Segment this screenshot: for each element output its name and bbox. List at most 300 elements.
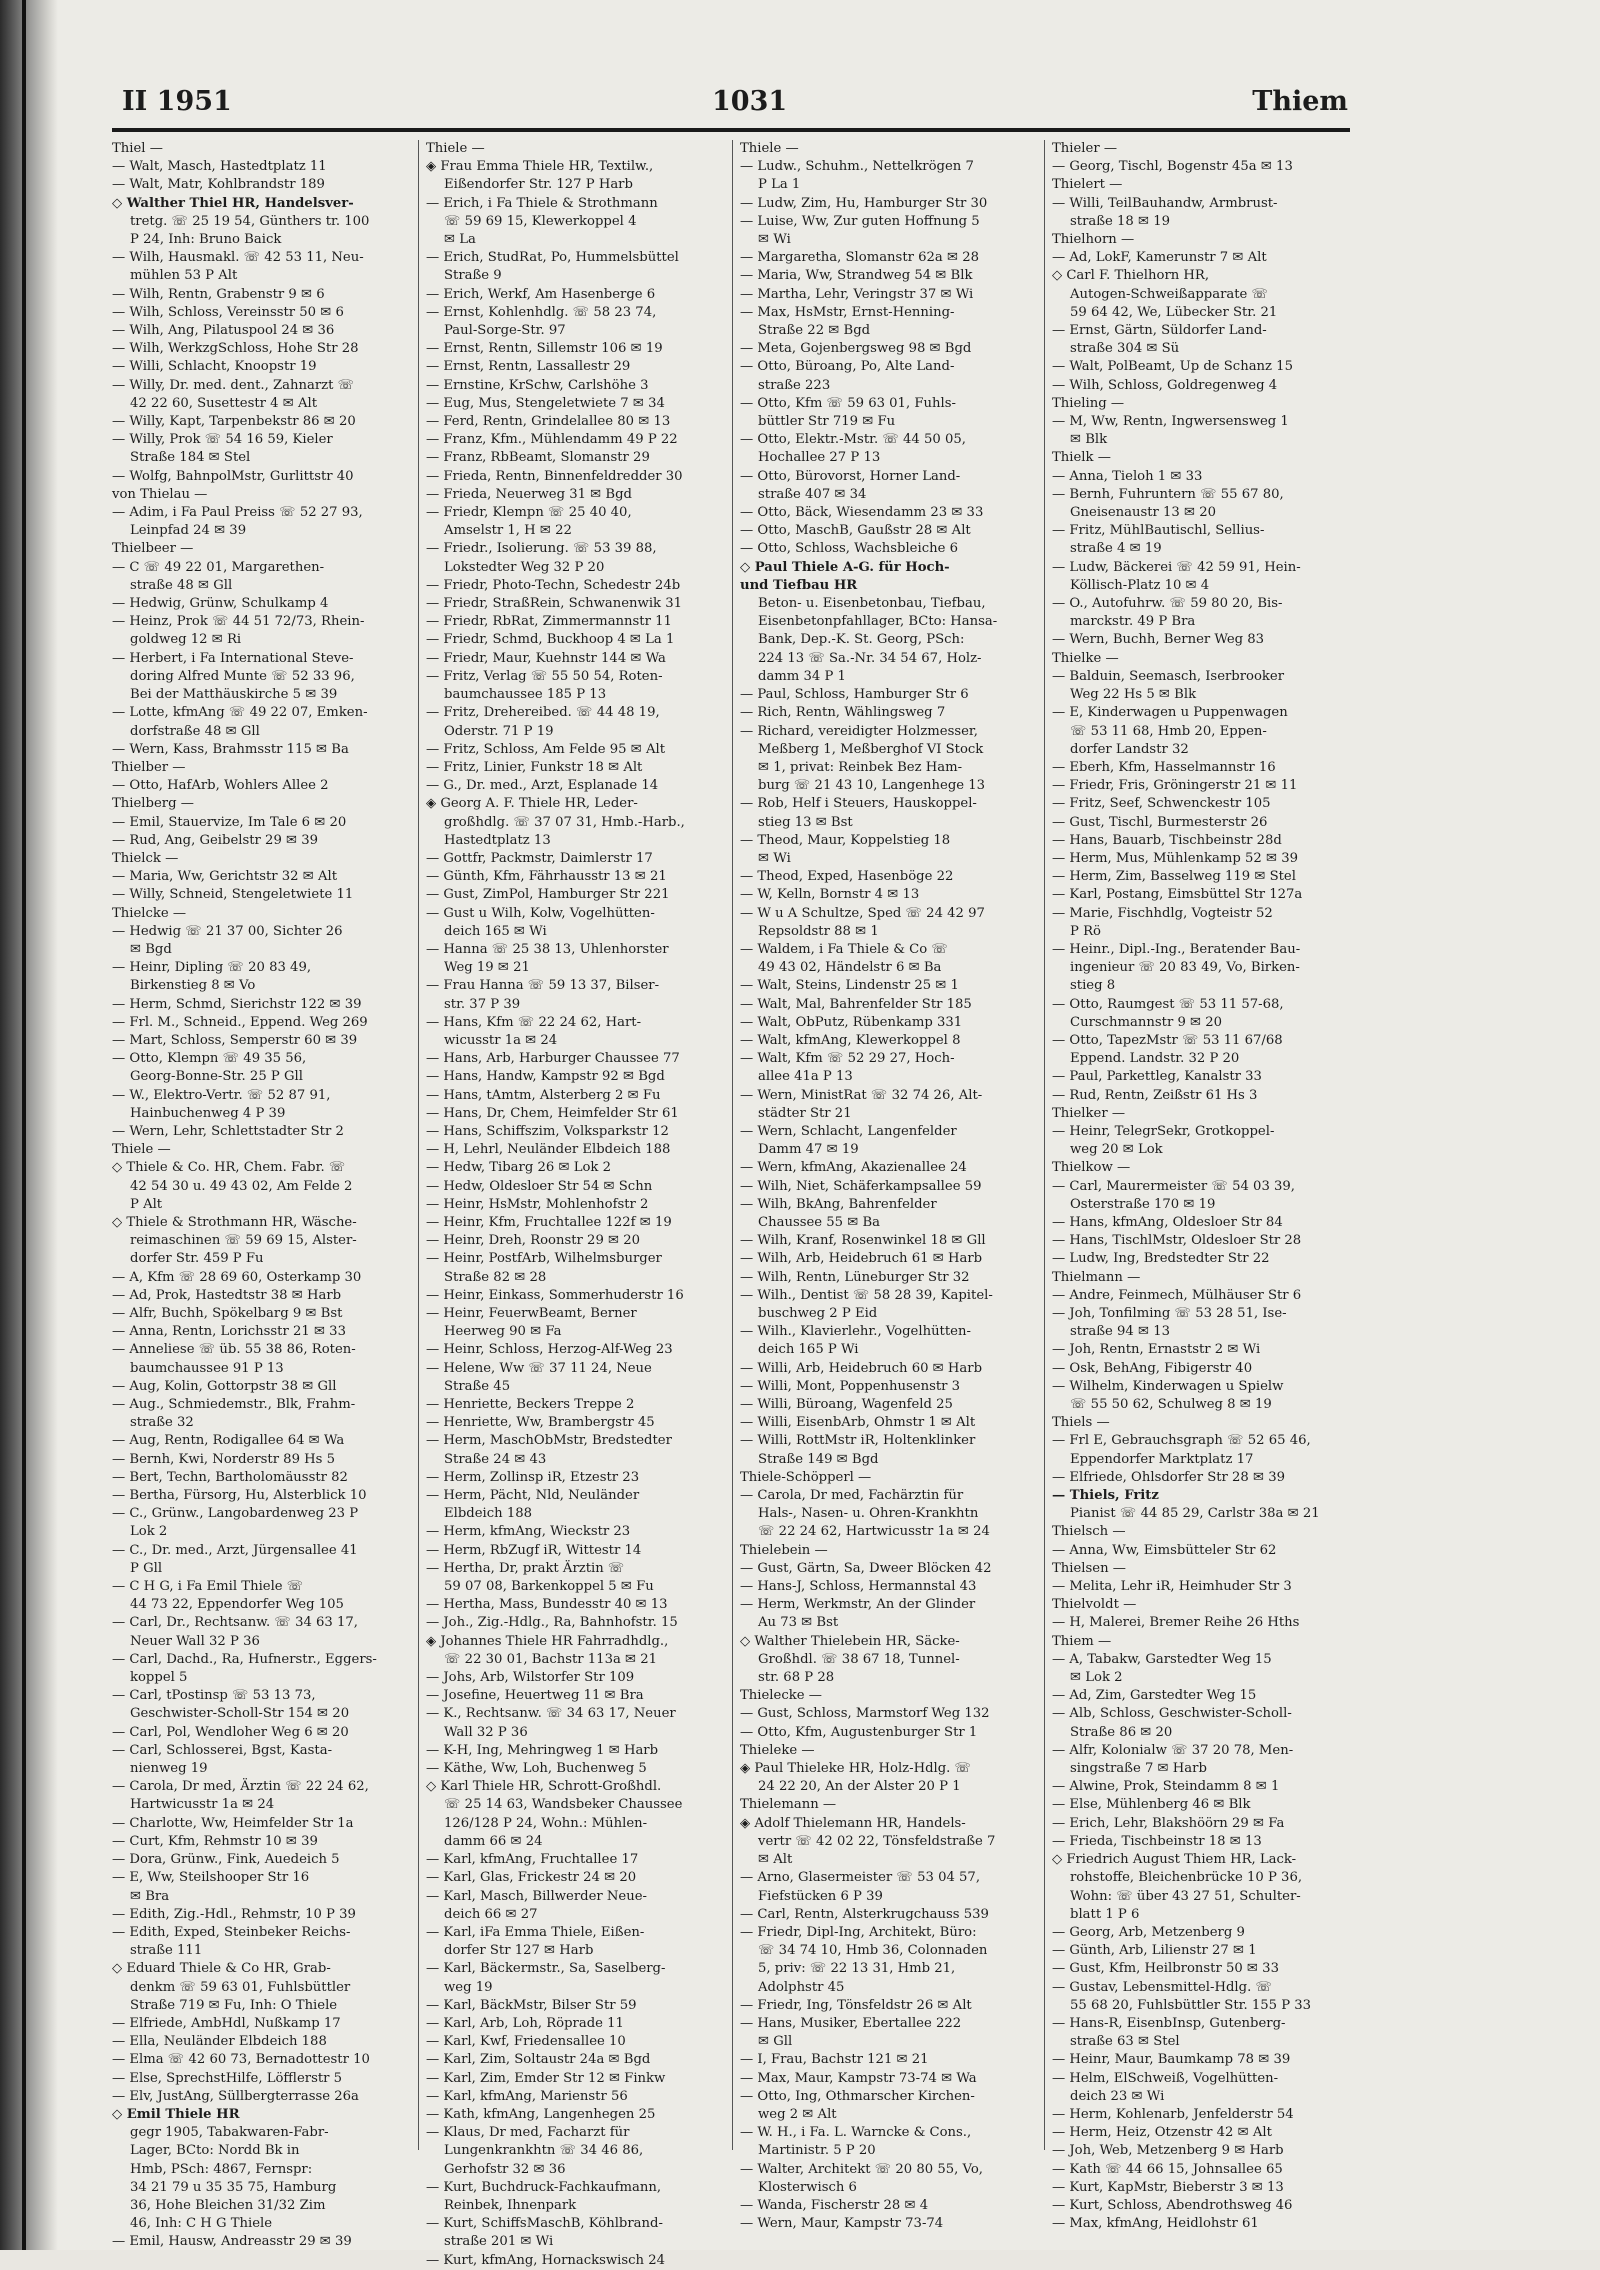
directory-entry: — Emil, Stauervize, Im Tale 6 ✉ 20 [112,814,347,830]
directory-entry: — Gust, Tischl, Burmesterstr 26 [1052,814,1268,830]
directory-entry: ◇ Carl F. Thielhorn HR, [1052,268,1210,284]
directory-entry: — E, Ww, Steilshooper Str 16 [112,1870,310,1886]
directory-entry: gegr 1905, Tabakwaren-Fabr- [130,2125,329,2141]
directory-entry: — Karl, Postang, Eimsbüttel Str 127a [1052,887,1303,903]
directory-entry: — Mart, Schloss, Semperstr 60 ✉ 39 [112,1032,358,1048]
directory-entry: — Ludw., Schuhm., Nettelkrögen 7 [740,159,974,175]
directory-entry: — Günth, Kfm, Fährhausstr 13 ✉ 21 [426,869,667,885]
directory-entry: — Thiels, Fritz [1052,1488,1159,1504]
directory-entry: — Walter, Architekt ☏ 20 80 55, Vo, [740,2161,983,2177]
directory-entry: Birkenstieg 8 ✉ Vo [130,978,256,994]
directory-entry: — Friedr, RbRat, Zimmermannstr 11 [426,614,672,630]
surname-heading: Thieleke — [740,1742,815,1758]
directory-entry: wicusstr 1a ✉ 24 [444,1032,558,1048]
directory-entry: ☏ 34 74 10, Hmb 36, Colonnaden [758,1943,988,1959]
directory-entry: — Wilh, Hausmakl. ☏ 42 53 11, Neu- [112,250,364,266]
directory-entry: — Friedr, StraßRein, Schwanenwik 31 [426,596,682,612]
directory-entry: — Josefine, Heuertweg 11 ✉ Bra [426,1688,644,1704]
surname-heading: Thielsch — [1052,1524,1126,1540]
directory-entry: Hainbuchenweg 4 P 39 [130,1105,286,1121]
directory-entry: weg 2 ✉ Alt [758,2106,837,2122]
directory-entry: — Wern, Buchh, Berner Weg 83 [1052,632,1265,648]
directory-entry: Meßberg 1, Meßberghof VI Stock [758,741,984,757]
header-section-year: II 1951 [122,86,232,117]
directory-entry: — Herm, Schmd, Sierichstr 122 ✉ 39 [112,996,362,1012]
directory-entry: — Wolfg, BahnpolMstr, Gurlittstr 40 [112,468,354,484]
directory-entry: 55 68 20, Fuhlsbüttler Str. 155 P 33 [1070,1997,1312,2013]
directory-entry: ◇ Eduard Thiele & Co HR, Grab- [112,1961,331,1977]
directory-entry: ☏ 22 30 01, Bachstr 113a ✉ 21 [444,1651,658,1667]
directory-entry: — Ad, LokF, Kamerunstr 7 ✉ Alt [1052,250,1267,266]
directory-entry: — Fritz, Linier, Funkstr 18 ✉ Alt [426,759,643,775]
surname-heading: Thiele — [426,141,485,156]
directory-entry: — Henriette, Ww, Brambergstr 45 [426,1415,655,1431]
directory-entry: — Heinr, FeuerwBeamt, Berner [426,1306,637,1321]
directory-entry: ◈ Johannes Thiele HR Fahrradhdlg., [426,1633,669,1649]
directory-entry: — Fritz, Schloss, Am Felde 95 ✉ Alt [426,741,666,757]
directory-entry: — Emil, Hausw, Andreasstr 29 ✉ 39 [112,2234,352,2250]
directory-entry: — Herm, kfmAng, Wieckstr 23 [426,1524,631,1540]
directory-entry: — Karl, Arb, Loh, Röprade 11 [426,2015,624,2031]
directory-entry: — Heinr, Dipling ☏ 20 83 49, [112,960,312,976]
directory-entry: Elbdeich 188 [444,1506,532,1522]
directory-entry: ✉ Alt [758,1852,793,1868]
directory-entry: dorfer Landstr 32 [1070,741,1189,757]
directory-entry: — Bert, Techn, Bartholomäusstr 82 [112,1469,348,1485]
directory-entry: ☏ 22 24 62, Hartwicusstr 1a ✉ 24 [758,1524,990,1540]
directory-entry: koppel 5 [130,1670,188,1686]
directory-entry: — Alfr, Kolonialw ☏ 37 20 78, Men- [1052,1742,1294,1758]
directory-column-4 [1052,140,1352,2232]
directory-entry: Wall 32 P 36 [444,1724,528,1740]
directory-entry: Wohn: ☏ über 43 27 51, Schulter- [1070,1888,1301,1904]
directory-entry: Straße 82 ✉ 28 [444,1269,547,1285]
surname-heading: von Thielau — [112,486,208,502]
directory-entry: Bei der Matthäuskirche 5 ✉ 39 [130,687,338,703]
surname-heading: Thiele — [740,141,799,156]
surname-heading: Thiem — [1052,1633,1112,1649]
directory-entry: — Erich, StudRat, Po, Hummelsbüttel [426,250,679,266]
directory-entry: — Kurt, kfmAng, Hornackswisch 24 [426,2252,666,2268]
directory-entry: damm 66 ✉ 24 [444,1833,543,1849]
directory-entry: 126/128 P 24, Wohn.: Mühlen- [444,1815,648,1831]
directory-entry: straße 18 ✉ 19 [1070,213,1171,229]
directory-entry: straße 63 ✉ Stel [1070,2034,1180,2050]
directory-entry: — Willy, Dr. med. dent., Zahnarzt ☏ [112,377,355,393]
directory-entry: Straße 22 ✉ Bgd [758,323,871,339]
directory-entry: 224 13 ☏ Sa.-Nr. 34 54 67, Holz- [758,650,982,666]
surname-heading: Thielecke — [740,1688,822,1704]
directory-entry: P Rö [1070,923,1101,939]
directory-entry: — Karl, kfmAng, Fruchtallee 17 [426,1852,639,1868]
directory-entry: straße 304 ✉ Sü [1070,341,1180,357]
directory-entry: — Walt, Matr, Kohlbrandstr 189 [112,177,325,193]
directory-entry: — Fritz, Seef, Schwenckestr 105 [1052,796,1271,812]
directory-entry: — Bernh, Kwi, Norderstr 89 Hs 5 [112,1451,336,1467]
directory-entry: — Ernst, Rentn, Sillemstr 106 ✉ 19 [426,341,663,357]
directory-entry: — Frieda, Rentn, Binnenfeldredder 30 [426,468,683,484]
directory-entry: großhdlg. ☏ 37 07 31, Hmb.-Harb., [444,814,685,830]
directory-entry: — Heinr, Schloss, Herzog-Alf-Weg 23 [426,1342,673,1358]
directory-entry: — Ad, Zim, Garstedter Weg 15 [1052,1688,1257,1704]
directory-entry: — Hertha, Mass, Bundesstr 40 ✉ 13 [426,1597,668,1613]
directory-entry: — Rud, Rentn, Zeißstr 61 Hs 3 [1052,1087,1258,1103]
directory-entry: — Else, SprechstHilfe, Löfflerstr 5 [112,2070,343,2086]
directory-entry: — Wilh, Ang, Pilatuspool 24 ✉ 36 [112,323,335,339]
directory-entry: — Erich, i Fa Thiele & Strothmann [426,195,658,211]
directory-entry: — Theod, Exped, Hasenböge 22 [740,869,954,885]
directory-entry: — Wilh, BkAng, Bahrenfelder [740,1196,937,1212]
directory-entry: — Erich, Lehr, Blakshöörn 29 ✉ Fa [1052,1815,1285,1831]
directory-entry: Martinistr. 5 P 20 [758,2143,876,2159]
directory-entry: — Hans, tAmtm, Alsterberg 2 ✉ Fu [426,1087,661,1103]
directory-entry: — Wilh, Rentn, Lüneburger Str 32 [740,1269,970,1285]
directory-entry: ◇ Karl Thiele HR, Schrott-Großhdl. [426,1779,662,1795]
directory-entry: — Lotte, kfmAng ☏ 49 22 07, Emken- [112,705,368,721]
directory-entry: — Paul, Parkettleg, Kanalstr 33 [1052,1069,1262,1085]
directory-entry: — Wanda, Fischerstr 28 ✉ 4 [740,2197,929,2213]
directory-entry: — Georg, Tischl, Bogenstr 45a ✉ 13 [1052,159,1293,175]
directory-entry: — O., Autofuhrw. ☏ 59 80 20, Bis- [1052,596,1283,612]
directory-entry: ◇ Friedrich August Thiem HR, Lack- [1052,1852,1297,1868]
directory-entry: — Frl E, Gebrauchsgraph ☏ 52 65 46, [1052,1433,1311,1449]
directory-entry: Reinbek, Ihnenpark [444,2197,577,2213]
directory-entry: — K., Rechtsanw. ☏ 34 63 17, Neuer [426,1706,676,1722]
directory-entry: — Joh., Zig.-Hdlg., Ra, Bahnhofstr. 15 [426,1615,678,1631]
directory-entry: — Herm, Zim, Basselweg 119 ✉ Stel [1052,869,1296,885]
directory-entry: — Herm, MaschObMstr, Bredstedter [426,1433,672,1449]
directory-entry: 42 22 60, Susettestr 4 ✉ Alt [130,395,318,411]
directory-entry: — Carola, Dr med, Ärztin ☏ 22 24 62, [112,1779,369,1795]
directory-entry: — Carl, Rentn, Alsterkrugchauss 539 [740,1906,989,1922]
directory-entry: — Wilh, Schloss, Goldregenweg 4 [1052,377,1278,393]
directory-entry: 44 73 22, Eppendorfer Weg 105 [130,1597,344,1613]
directory-entry: — Adim, i Fa Paul Preiss ☏ 52 27 93, [112,505,363,521]
directory-entry: — Bertha, Fürsorg, Hu, Alsterblick 10 [112,1488,367,1504]
directory-entry: straße 223 [758,377,831,393]
directory-entry: Straße 9 [444,268,502,284]
directory-entry: — Elfriede, Ohlsdorfer Str 28 ✉ 39 [1052,1469,1286,1485]
directory-entry: Amselstr 1, H ✉ 22 [444,523,572,539]
directory-entry: 59 07 08, Barkenkoppel 5 ✉ Fu [444,1579,654,1595]
directory-entry: — Anna, Tieloh 1 ✉ 33 [1052,468,1203,484]
directory-entry: — Gust, Kfm, Heilbronstr 50 ✉ 33 [1052,1961,1279,1977]
directory-entry: — Eug, Mus, Stengeletwiete 7 ✉ 34 [426,395,665,411]
directory-entry: — Gust, ZimPol, Hamburger Str 221 [426,887,670,903]
directory-entry: 59 64 42, We, Lübecker Str. 21 [1070,304,1278,320]
directory-entry: — Dora, Grünw., Fink, Auedeich 5 [112,1852,340,1868]
directory-entry: — Willy, Prok ☏ 54 16 59, Kieler [112,432,333,448]
directory-entry: — Balduin, Seemasch, Iserbrooker [1052,668,1285,684]
directory-entry: — Hans, Handw, Kampstr 92 ✉ Bgd [426,1069,665,1085]
directory-entry: Chaussee 55 ✉ Ba [758,1214,881,1230]
directory-entry: Straße 24 ✉ 43 [444,1451,547,1467]
directory-entry: — Kath, kfmAng, Langenhegen 25 [426,2106,656,2122]
surname-heading: Thielberg — [112,796,194,812]
directory-entry: ◇ Thiele & Strothmann HR, Wäsche- [112,1214,357,1230]
directory-entry: — Hans-J, Schloss, Hermannstal 43 [740,1579,977,1595]
directory-entry: — Heinr., Dipl.-Ing., Beratender Bau- [1052,941,1301,957]
surname-heading: Thiele-Schöpperl — [740,1469,872,1485]
directory-entry: — Ludw, Bäckerei ☏ 42 59 91, Hein- [1052,559,1301,575]
directory-entry: dorfer Str 127 ✉ Harb [444,1943,594,1959]
directory-entry: — Marie, Fischhdlg, Vogteistr 52 [1052,905,1273,921]
directory-entry: denkm ☏ 59 63 01, Fuhlsbüttler [130,1979,351,1995]
directory-entry: — Hans, Arb, Harburger Chaussee 77 [426,1051,680,1067]
directory-entry: — Heinr, Kfm, Fruchtallee 122f ✉ 19 [426,1214,672,1230]
directory-entry: — Frieda, Neuerweg 31 ✉ Bgd [426,486,633,502]
directory-entry: ☏ 53 11 68, Hmb 20, Eppen- [1070,723,1267,739]
directory-entry: Straße 86 ✉ 20 [1070,1724,1173,1740]
directory-entry: — W u A Schultze, Sped ☏ 24 42 97 [740,905,985,921]
directory-entry: — Rud, Ang, Geibelstr 29 ✉ 39 [112,832,319,848]
surname-heading: Thielkow — [1052,1160,1131,1176]
directory-entry: — Friedr, Photo-Techn, Schedestr 24b [426,577,681,593]
directory-entry: — Ferd, Rentn, Grindelallee 80 ✉ 13 [426,414,671,430]
directory-entry: — C., Grünw., Langobardenweg 23 P [112,1506,359,1522]
directory-entry: — Otto, Schloss, Wachsbleiche 6 [740,541,958,557]
directory-entry: Weg 22 Hs 5 ✉ Blk [1070,687,1197,703]
surname-heading: Thieling — [1052,395,1125,411]
directory-entry: 24 22 20, An der Alster 20 P 1 [758,1779,961,1795]
directory-entry: — Fritz, Verlag ☏ 55 50 54, Roten- [426,668,663,684]
directory-entry: — Alb, Schloss, Geschwister-Scholl- [1052,1706,1292,1722]
directory-entry: ✉ Wi [758,850,791,866]
directory-entry: Köllisch-Platz 10 ✉ 4 [1070,577,1210,593]
directory-entry: mühlen 53 P Alt [130,268,238,284]
directory-entry: — Franz, Kfm., Mühlendamm 49 P 22 [426,432,678,448]
directory-entry: — Hans, TischlMstr, Oldesloer Str 28 [1052,1233,1302,1249]
directory-entry: damm 34 P 1 [758,668,846,684]
directory-entry: — Wern, kfmAng, Akazienallee 24 [740,1160,967,1176]
directory-entry: — Friedr, Fris, Gröningerstr 21 ✉ 11 [1052,778,1298,794]
directory-entry: Osterstraße 170 ✉ 19 [1070,1196,1216,1212]
surname-heading: Thielk — [1052,450,1111,466]
directory-entry: Eißendorfer Str. 127 P Harb [444,177,633,193]
directory-entry: — A, Tabakw, Garstedter Weg 15 [1052,1651,1272,1667]
directory-entry: Geschwister-Scholl-Str 154 ✉ 20 [130,1706,350,1722]
directory-entry: — Klaus, Dr med, Facharzt für [426,2125,630,2141]
directory-entry: — Carl, tPostinsp ☏ 53 13 73, [112,1688,316,1704]
directory-entry: — Heinr, Einkass, Sommerhuderstr 16 [426,1287,684,1303]
directory-entry: ✉ Gll [758,2034,793,2050]
directory-entry: 5, priv: ☏ 22 13 31, Hmb 21, [758,1961,956,1977]
directory-entry: — Ella, Neuländer Elbdeich 188 [112,2034,327,2050]
binding-edge [22,0,26,2250]
directory-column-1 [112,140,412,2250]
directory-entry: — Gust u Wilh, Kolw, Vogelhütten- [426,905,655,921]
directory-entry: — Maria, Ww, Gerichtstr 32 ✉ Alt [112,869,338,885]
directory-entry: — Alfr, Buchh, Spökelbarg 9 ✉ Bst [112,1306,343,1321]
directory-entry: Hochallee 27 P 13 [758,450,881,466]
directory-entry: — Hans, Dr, Chem, Heimfelder Str 61 [426,1105,679,1121]
directory-entry: straße 48 ✉ Gll [130,577,233,593]
directory-entry: — M, Ww, Rentn, Ingwersensweg 1 [1052,414,1289,430]
directory-entry: — Heinr, HsMstr, Mohlenhofstr 2 [426,1196,649,1212]
directory-entry: — Melita, Lehr iR, Heimhuder Str 3 [1052,1579,1292,1595]
directory-entry: deich 165 ✉ Wi [444,923,547,939]
directory-entry: nienweg 19 [130,1761,208,1777]
directory-entry: — Herm, RbZugf iR, Wittestr 14 [426,1542,642,1558]
directory-entry: — Edith, Zig.-Hdl., Rehmstr, 10 P 39 [112,1906,356,1922]
directory-entry: — Hans, Schiffszim, Volksparkstr 12 [426,1123,669,1139]
directory-entry: — Carl, Schlosserei, Bgst, Kasta- [112,1742,333,1758]
directory-entry: — Willi, RottMstr iR, Holtenklinker [740,1433,976,1449]
directory-entry: — Kurt, Buchdruck-Fachkaufmann, [426,2179,662,2195]
directory-entry: — Ludw, Zim, Hu, Hamburger Str 30 [740,195,988,211]
directory-entry: ✉ Lok 2 [1070,1670,1123,1686]
directory-entry: baumchaussee 185 P 13 [444,687,607,703]
directory-entry: — Margaretha, Slomanstr 62a ✉ 28 [740,250,979,266]
directory-entry: straße 201 ✉ Wi [444,2234,554,2250]
directory-entry: — Friedr, Ing, Tönsfeldstr 26 ✉ Alt [740,1997,972,2013]
directory-entry: Eisenbetonpfahllager, BCto: Hansa- [758,614,998,630]
directory-entry: — Walt, Masch, Hastedtplatz 11 [112,159,327,175]
directory-entry: — Otto, TapezMstr ☏ 53 11 67/68 [1052,1032,1283,1048]
surname-heading: Thielke — [1052,650,1119,666]
directory-entry: deich 165 P Wi [758,1342,859,1358]
directory-entry: — Joh, Tonfilming ☏ 53 28 51, Ise- [1052,1306,1287,1321]
directory-entry: — Heinr, Maur, Baumkamp 78 ✉ 39 [1052,2052,1291,2068]
directory-entry: — Franz, RbBeamt, Slomanstr 29 [426,450,650,466]
directory-entry: — Karl, Masch, Billwerder Neue- [426,1888,647,1904]
directory-entry: deich 66 ✉ 27 [444,1906,538,1922]
directory-entry: Paul-Sorge-Str. 97 [444,323,566,339]
directory-entry: Gneisenaustr 13 ✉ 20 [1070,505,1217,521]
directory-entry: — Anna, Rentn, Lorichsstr 21 ✉ 33 [112,1324,346,1340]
directory-entry: ◈ Adolf Thielemann HR, Handels- [740,1815,966,1831]
directory-entry: — Hanna ☏ 25 38 13, Uhlenhorster [426,941,669,957]
directory-entry: — Heinr, Dreh, Roonstr 29 ✉ 20 [426,1233,641,1249]
directory-entry: doring Alfred Munte ☏ 52 33 96, [130,668,355,684]
directory-entry: — Helm, ElSchweiß, Vogelhütten- [1052,2070,1279,2086]
directory-entry: — Joh, Rentn, Ernaststr 2 ✉ Wi [1052,1342,1261,1358]
directory-entry: Hastedtplatz 13 [444,832,551,848]
directory-entry: — Carl, Dachd., Ra, Hufnerstr., Eggers- [112,1651,377,1667]
directory-entry: — K-H, Ing, Mehringweg 1 ✉ Harb [426,1742,659,1758]
directory-entry: — Friedr, Dipl-Ing, Architekt, Büro: [740,1924,977,1940]
directory-entry: — Herm, Werkmstr, An der Glinder [740,1597,976,1613]
directory-entry: — Charlotte, Ww, Heimfelder Str 1a [112,1815,354,1831]
directory-entry: — Karl, BäckMstr, Bilser Str 59 [426,1997,637,2013]
directory-entry: — Wern, Schlacht, Langenfelder [740,1123,957,1139]
directory-entry: — Rob, Helf i Steuers, Hauskoppel- [740,796,977,812]
directory-entry: — E, Kinderwagen u Puppenwagen [1052,705,1288,721]
surname-heading: Thiel — [112,141,163,156]
directory-entry: — Gustav, Lebensmittel-Hdlg. ☏ [1052,1979,1272,1995]
surname-heading: Thieler — [1052,141,1118,156]
header-catchword: Thiem [1252,86,1348,117]
directory-entry: — Richard, vereidigter Holzmesser, [740,723,978,739]
directory-entry: — Friedr, Maur, Kuehnstr 144 ✉ Wa [426,650,666,666]
directory-entry: — Waldem, i Fa Thiele & Co ☏ [740,941,948,957]
directory-entry: Lok 2 [130,1524,168,1540]
page-header [112,86,1348,124]
directory-entry: ✉ Wi [758,232,791,248]
directory-entry: — Herbert, i Fa International Steve- [112,650,354,666]
directory-entry: — G., Dr. med., Arzt, Esplanade 14 [426,778,659,794]
directory-entry: und Tiefbau HR [740,577,858,593]
directory-entry: — Luise, Ww, Zur guten Hoffnung 5 [740,213,980,229]
directory-entry: P La 1 [758,177,801,193]
directory-entry: — Ernst, Gärtn, Süldorfer Land- [1052,323,1267,339]
directory-entry: — Hedwig, Grünw, Schulkamp 4 [112,596,329,612]
directory-entry: — Aug, Kolin, Gottorpstr 38 ✉ Gll [112,1378,337,1394]
directory-entry: Weg 19 ✉ 21 [444,960,530,976]
directory-entry: Lungenkrankhtn ☏ 34 46 86, [444,2143,644,2159]
page-number: 1031 [712,86,788,117]
directory-entry: — Karl, Bäckermstr., Sa, Saselberg- [426,1961,666,1977]
directory-entry: Heerweg 90 ✉ Fa [444,1324,562,1340]
directory-entry: Hals-, Nasen- u. Ohren-Krankhtn [758,1506,979,1522]
directory-entry: ◈ Paul Thieleke HR, Holz-Hdlg. ☏ [740,1761,972,1777]
directory-entry: — Ernst, Kohlenhdlg. ☏ 58 23 74, [426,304,657,320]
directory-entry: — Erich, Werkf, Am Hasenberge 6 [426,286,656,302]
directory-entry: Eppend. Landstr. 32 P 20 [1070,1051,1240,1067]
directory-entry: 36, Hohe Bleichen 31/32 Zim [130,2197,326,2213]
directory-entry: — W. H., i Fa. L. Warncke & Cons., [740,2125,972,2141]
directory-entry: — Theod, Maur, Koppelstieg 18 [740,832,951,848]
directory-entry: tretg. ☏ 25 19 54, Günthers tr. 100 [130,213,370,229]
directory-entry: Klosterwisch 6 [758,2179,857,2195]
directory-entry: — Joh, Web, Metzenberg 9 ✉ Harb [1052,2143,1284,2159]
directory-entry: — Günth, Arb, Lilienstr 27 ✉ 1 [1052,1943,1257,1959]
directory-entry: ✉ 1, privat: Reinbek Bez Ham- [758,759,963,775]
directory-entry: buschweg 2 P Eid [758,1306,878,1321]
surname-heading: Thielvoldt — [1052,1597,1137,1613]
directory-entry: — Aug, Rentn, Rodigallee 64 ✉ Wa [112,1433,345,1449]
directory-entry: — Gottfr, Packmstr, Daimlerstr 17 [426,850,653,866]
directory-entry: straße 4 ✉ 19 [1070,541,1162,557]
directory-entry: rohstoffe, Bleichenbrücke 10 P 36, [1070,1870,1303,1886]
directory-entry: straße 32 [130,1415,194,1431]
surname-heading: Thielert — [1052,177,1123,193]
directory-entry: — Wilh, Rentn, Grabenstr 9 ✉ 6 [112,286,325,302]
directory-entry: — Walt, PolBeamt, Up de Schanz 15 [1052,359,1293,375]
directory-entry: büttler Str 719 ✉ Fu [758,414,896,430]
directory-entry: — Hans, Kfm ☏ 22 24 62, Hart- [426,1014,642,1030]
directory-entry: — Hans, kfmAng, Oldesloer Str 84 [1052,1214,1283,1230]
directory-entry: — Frau Hanna ☏ 59 13 37, Bilser- [426,978,660,994]
directory-entry: Fiefstücken 6 P 39 [758,1888,883,1904]
directory-entry: — Max, kfmAng, Heidlohstr 61 [1052,2216,1259,2232]
directory-entry: — Elv, JustAng, Süllbergterrasse 26a [112,2088,359,2104]
directory-entry: Curschmannstr 9 ✉ 20 [1070,1014,1223,1030]
directory-entry: straße 94 ✉ 13 [1070,1324,1171,1340]
directory-entry: — Arno, Glasermeister ☏ 53 04 57, [740,1870,981,1886]
directory-entry: singstraße 7 ✉ Harb [1070,1761,1207,1777]
directory-entry: — Alwine, Prok, Steindamm 8 ✉ 1 [1052,1779,1280,1795]
directory-entry: Adolphstr 45 [758,1979,845,1995]
directory-entry: reimaschinen ☏ 59 69 15, Alster- [130,1233,357,1249]
directory-entry: — Hans, Bauarb, Tischbeinstr 28d [1052,832,1282,848]
directory-entry: ◇ Emil Thiele HR [112,2106,240,2122]
directory-entry: Straße 149 ✉ Bgd [758,1451,879,1467]
directory-entry: — A, Kfm ☏ 28 69 60, Osterkamp 30 [112,1269,362,1285]
directory-entry: — Käthe, Ww, Loh, Buchenweg 5 [426,1761,647,1777]
directory-entry: — Willi, Schlacht, Knoopstr 19 [112,359,317,375]
surname-heading: Thielemann — [740,1797,837,1813]
directory-entry: — Karl, Zim, Emder Str 12 ✉ Finkw [426,2070,666,2086]
directory-entry: Oderstr. 71 P 19 [444,723,554,739]
directory-entry: — Eberh, Kfm, Hasselmannstr 16 [1052,759,1276,775]
directory-entry: — Bernh, Fuhruntern ☏ 55 67 80, [1052,486,1284,502]
directory-entry: — Hedw, Oldesloer Str 54 ✉ Schn [426,1178,653,1194]
directory-entry: dorfer Str. 459 P Fu [130,1251,264,1267]
directory-entry: ✉ Bra [130,1888,170,1904]
directory-entry: weg 19 [444,1979,493,1995]
directory-entry: — Otto, Büroang, Po, Alte Land- [740,359,955,375]
